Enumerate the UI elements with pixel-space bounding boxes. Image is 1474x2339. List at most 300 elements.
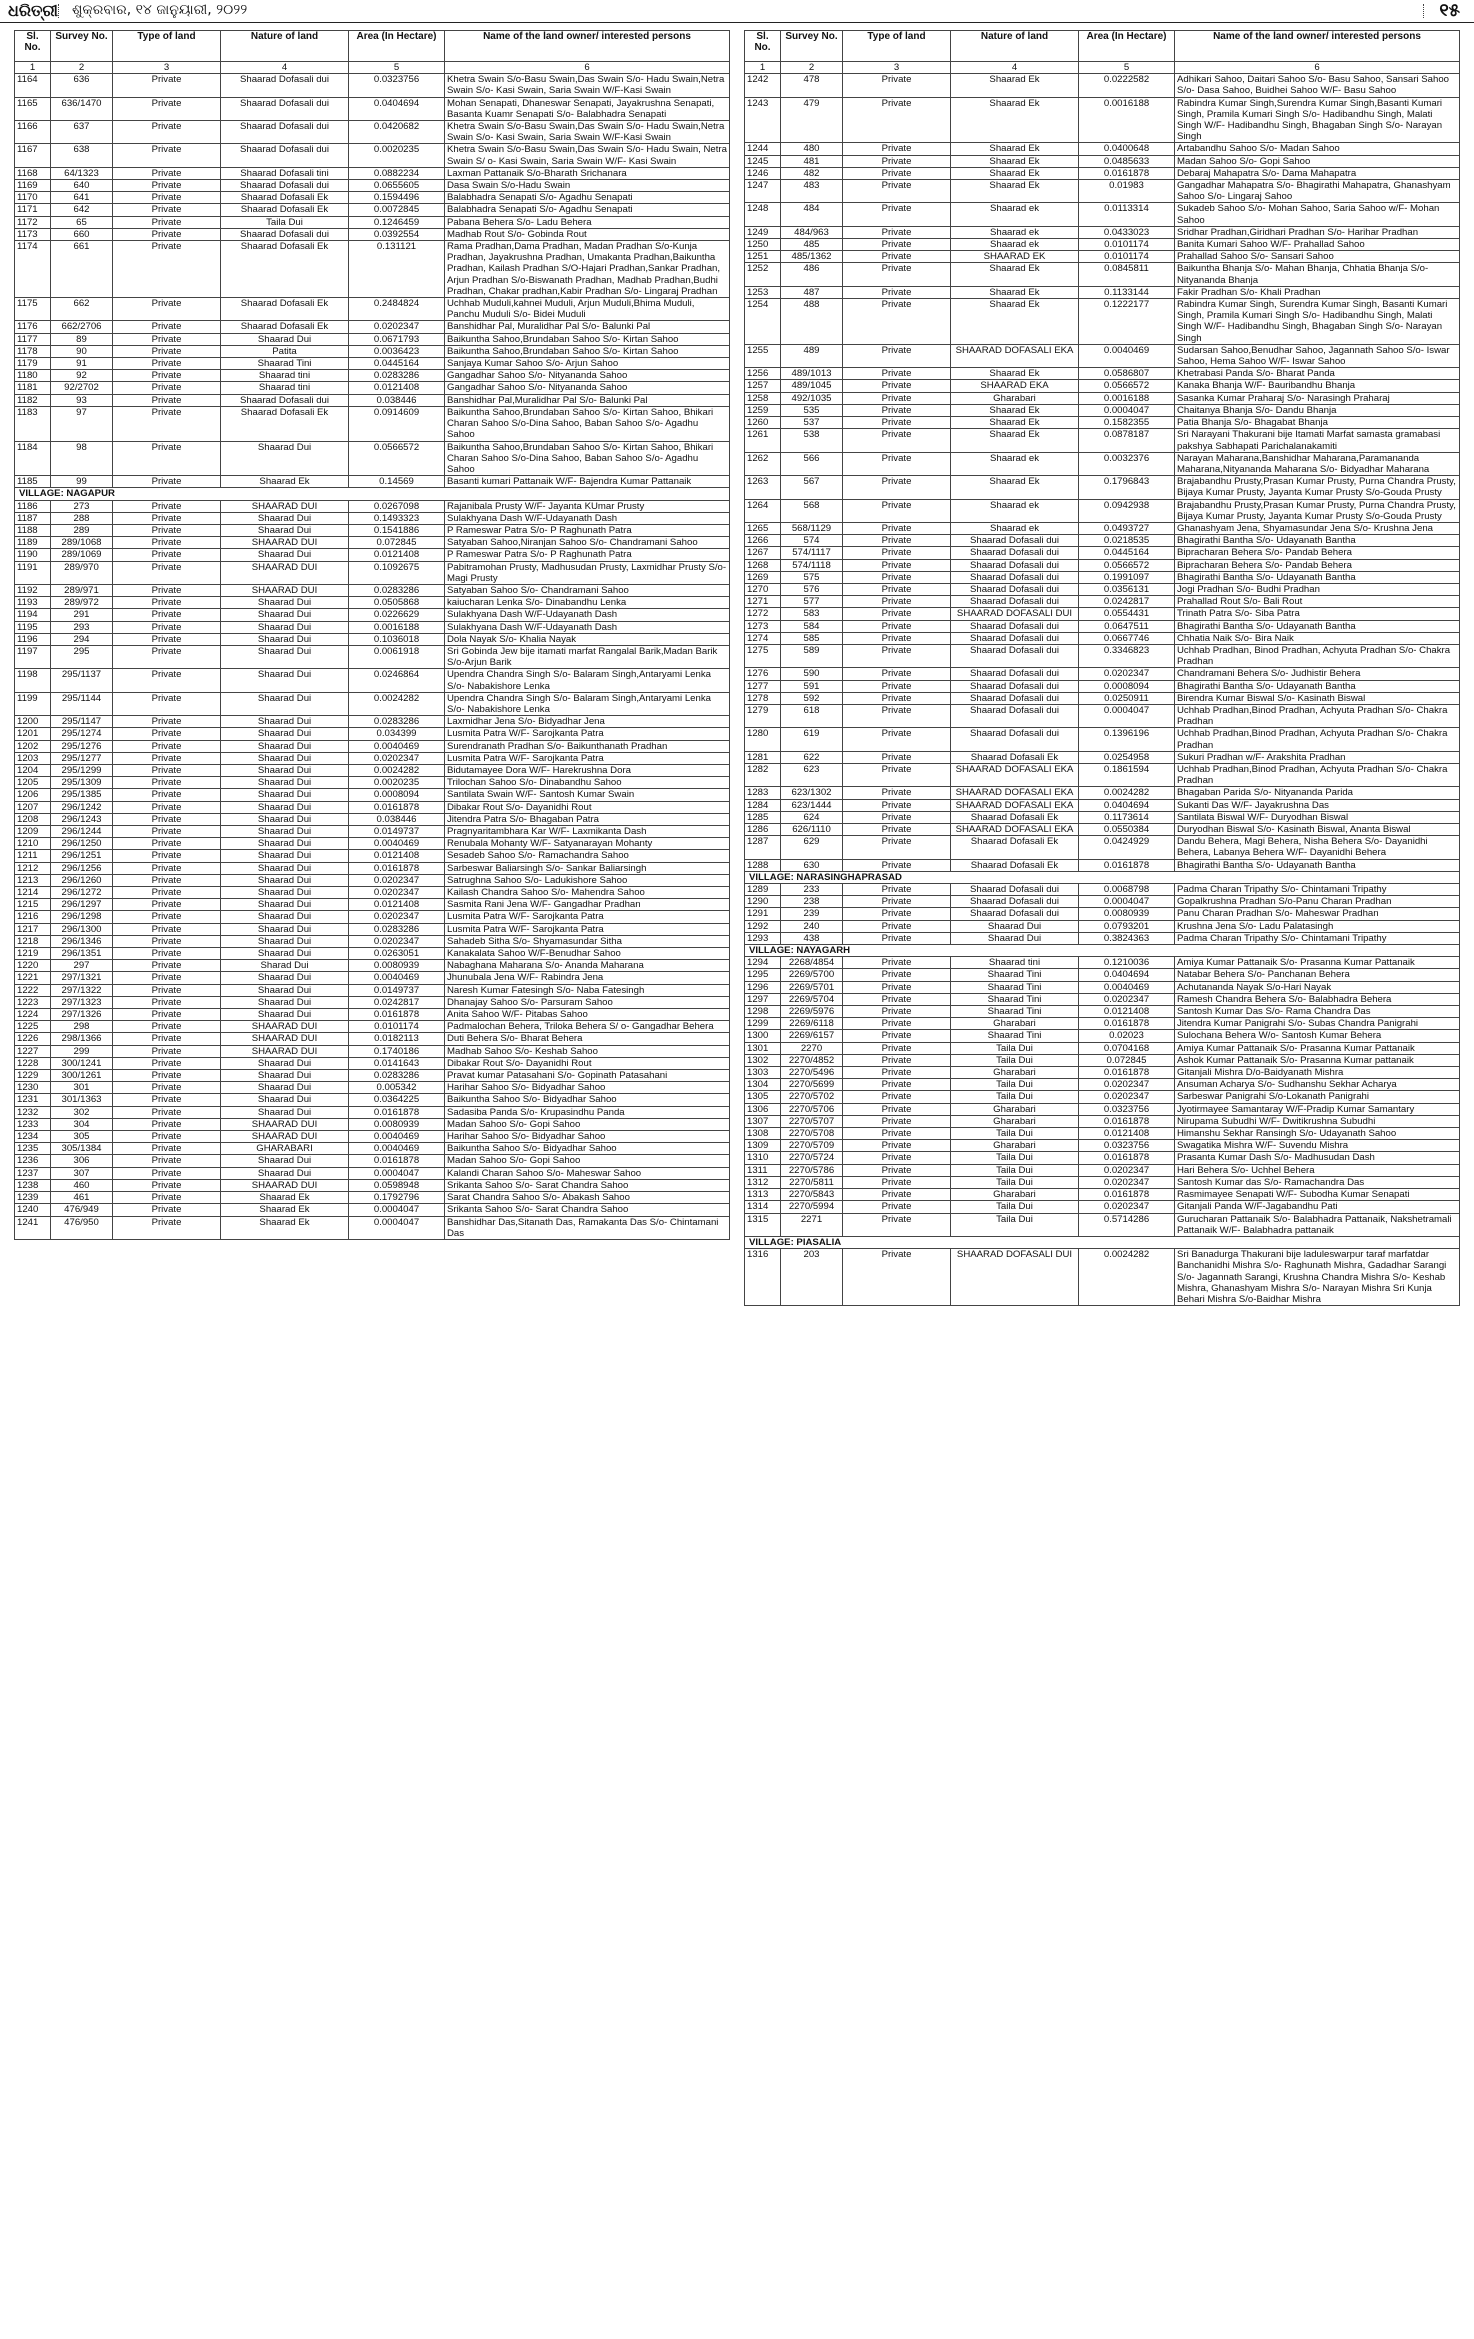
sl-no-cell: 1274 xyxy=(745,632,781,644)
area-cell: 0.0242817 xyxy=(1079,596,1175,608)
right-column xyxy=(744,30,1460,1306)
land-nature-cell: Shaarad Dui xyxy=(221,862,349,874)
sl-no-cell: 1197 xyxy=(15,645,51,668)
owner-cell: Dibakar Rout S/o- Dayanidhi Rout xyxy=(445,801,730,813)
sl-no-cell: 1267 xyxy=(745,547,781,559)
table-row xyxy=(745,728,1460,751)
owner-cell: Sesadeb Sahoo S/o- Ramachandra Sahoo xyxy=(445,850,730,862)
land-type-cell: Private xyxy=(843,571,951,583)
table-row xyxy=(15,1033,730,1045)
land-type-cell: Private xyxy=(843,1213,951,1236)
table-row xyxy=(15,838,730,850)
survey-no-cell: 619 xyxy=(781,728,843,751)
land-nature-cell: Shaarad Dui xyxy=(221,333,349,345)
land-nature-cell: Shaarad Ek xyxy=(221,476,349,488)
land-nature-cell: Patita xyxy=(221,345,349,357)
sl-no-cell: 1244 xyxy=(745,143,781,155)
sl-no-cell: 1301 xyxy=(745,1042,781,1054)
header-type-of-land: Type of land xyxy=(843,31,951,62)
sl-no-cell: 1280 xyxy=(745,728,781,751)
land-type-cell: Private xyxy=(843,1201,951,1213)
area-cell: 0.0161878 xyxy=(1079,1018,1175,1030)
owner-cell: Gangadhar Sahoo S/o- Nityananda Sahoo xyxy=(445,382,730,394)
table-row xyxy=(15,692,730,715)
area-cell: 0.1796843 xyxy=(1079,476,1175,499)
survey-no-cell: 636/1470 xyxy=(51,97,113,120)
table-row xyxy=(15,1192,730,1204)
owner-cell: P Rameswar Patra S/o- P Raghunath Patra xyxy=(445,524,730,536)
sl-no-cell: 1313 xyxy=(745,1189,781,1201)
survey-no-cell: 297/1323 xyxy=(51,996,113,1008)
table-row xyxy=(745,763,1460,786)
sl-no-cell: 1295 xyxy=(745,969,781,981)
land-nature-cell: Shaarad Ek xyxy=(951,429,1079,452)
table-row xyxy=(15,1094,730,1106)
table-row xyxy=(15,850,730,862)
owner-cell: Mohan Senapati, Dhaneswar Senapati, Jayakrushna Senapati, Basanta Kuamr Senapati S/o- Balabhadra Senapati xyxy=(445,97,730,120)
sl-no-cell: 1250 xyxy=(745,239,781,251)
table-row xyxy=(15,1179,730,1191)
survey-no-cell: 592 xyxy=(781,692,843,704)
land-nature-cell: Shaarad Dofasali Ek xyxy=(221,406,349,441)
survey-no-cell: 289/971 xyxy=(51,584,113,596)
land-type-cell: Private xyxy=(113,645,221,668)
land-type-cell: Private xyxy=(113,777,221,789)
survey-no-cell: 489/1013 xyxy=(781,368,843,380)
village-heading: VILLAGE: PIASALIA xyxy=(745,1236,1460,1248)
owner-cell: Pabana Behera S/o- Ladu Behera xyxy=(445,216,730,228)
owner-cell: Pabitramohan Prusty, Madhusudan Prusty, Laxmidhar Prusty S/o- Magi Prusty xyxy=(445,561,730,584)
land-nature-cell: Taila Dui xyxy=(951,1091,1079,1103)
land-nature-cell: Shaarad Tini xyxy=(951,969,1079,981)
land-type-cell: Private xyxy=(843,908,951,920)
land-nature-cell: Shaarad Dui xyxy=(221,692,349,715)
table-row xyxy=(15,345,730,357)
land-type-cell: Private xyxy=(843,344,951,367)
land-type-cell: Private xyxy=(843,957,951,969)
survey-no-cell: 623/1302 xyxy=(781,787,843,799)
table-row xyxy=(745,1115,1460,1127)
land-nature-cell: Taila Dui xyxy=(221,216,349,228)
owner-cell: Bhagaban Parida S/o- Nityananda Parida xyxy=(1175,787,1460,799)
table-row xyxy=(745,799,1460,811)
land-type-cell: Private xyxy=(843,476,951,499)
area-cell: 0.0283286 xyxy=(349,716,445,728)
area-cell: 0.0121408 xyxy=(1079,1006,1175,1018)
land-nature-cell: Shaarad Dui xyxy=(221,948,349,960)
land-nature-cell: Gharabari xyxy=(951,1115,1079,1127)
land-nature-cell: Shaarad Dui xyxy=(221,645,349,668)
survey-no-cell: 289 xyxy=(51,524,113,536)
land-type-cell: Private xyxy=(843,692,951,704)
table-row xyxy=(15,923,730,935)
land-nature-cell: Shaarad Dui xyxy=(221,597,349,609)
survey-no-cell: 485 xyxy=(781,239,843,251)
owner-cell: Madan Sahoo S/o- Gopi Sahoo xyxy=(1175,155,1460,167)
area-cell: 0.1991097 xyxy=(1079,571,1175,583)
land-type-cell: Private xyxy=(843,583,951,595)
table-row xyxy=(15,192,730,204)
area-cell: 0.14569 xyxy=(349,476,445,488)
land-type-cell: Private xyxy=(843,896,951,908)
land-nature-cell: Shaarad Ek xyxy=(951,286,1079,298)
area-cell: 0.0505868 xyxy=(349,597,445,609)
table-row xyxy=(15,633,730,645)
land-nature-cell: Shaarad Dofasali dui xyxy=(221,97,349,120)
sl-no-cell: 1224 xyxy=(15,1009,51,1021)
survey-no-cell: 2270/5811 xyxy=(781,1176,843,1188)
header-sl-no: Sl. No. xyxy=(745,31,781,62)
land-nature-cell: Shaarad tini xyxy=(221,370,349,382)
survey-no-cell: 2270/5699 xyxy=(781,1079,843,1091)
sl-no-cell: 1237 xyxy=(15,1167,51,1179)
area-cell: 0.0586807 xyxy=(1079,368,1175,380)
sl-no-cell: 1279 xyxy=(745,704,781,727)
area-cell: 0.0323756 xyxy=(1079,1140,1175,1152)
sl-no-cell: 1183 xyxy=(15,406,51,441)
area-cell: 0.038446 xyxy=(349,813,445,825)
survey-no-cell: 590 xyxy=(781,668,843,680)
land-nature-cell: Shaarad Dofasali Ek xyxy=(951,836,1079,859)
area-cell: 0.0433023 xyxy=(1079,226,1175,238)
land-type-cell: Private xyxy=(843,824,951,836)
owner-cell: Baikuntha Sahoo,Brundaban Sahoo S/o- Kirtan Sahoo, Bhikari Charan Sahoo S/o-Dina Sahoo, Baban Sahoo S/o- Agadhu Sahoo xyxy=(445,406,730,441)
survey-no-cell: 307 xyxy=(51,1167,113,1179)
table-row xyxy=(745,920,1460,932)
survey-no-cell: 90 xyxy=(51,345,113,357)
sl-no-cell: 1190 xyxy=(15,549,51,561)
land-nature-cell: Shaarad Dofasali Ek xyxy=(221,241,349,298)
owner-cell: Lusmita Patra W/F- Sarojkanta Patra xyxy=(445,752,730,764)
area-cell: 0.0121408 xyxy=(1079,1128,1175,1140)
table-row xyxy=(745,203,1460,226)
survey-no-cell: 297/1326 xyxy=(51,1009,113,1021)
sl-no-cell: 1259 xyxy=(745,404,781,416)
area-cell: 0.0485633 xyxy=(1079,155,1175,167)
survey-no-cell: 2269/6157 xyxy=(781,1030,843,1042)
sl-no-cell: 1270 xyxy=(745,583,781,595)
area-cell: 0.0101174 xyxy=(1079,251,1175,263)
owner-cell: Sasanka Kumar Praharaj S/o- Narasingh Praharaj xyxy=(1175,392,1460,404)
table-row xyxy=(15,960,730,972)
owner-cell: Baikuntha Sahoo,Brundaban Sahoo S/o- Kirtan Sahoo xyxy=(445,345,730,357)
land-type-cell: Private xyxy=(843,596,951,608)
land-nature-cell: Shaarad Ek xyxy=(951,476,1079,499)
land-nature-cell: Gharabari xyxy=(951,1189,1079,1201)
land-nature-cell: Shaarad Dui xyxy=(221,1070,349,1082)
sl-no-cell: 1167 xyxy=(15,144,51,167)
land-table-right xyxy=(744,30,1460,1306)
owner-cell: Artabandhu Sahoo S/o- Madan Sahoo xyxy=(1175,143,1460,155)
land-type-cell: Private xyxy=(843,644,951,667)
table-row xyxy=(745,1103,1460,1115)
table-row xyxy=(745,1091,1460,1103)
area-cell: 0.0202347 xyxy=(1079,668,1175,680)
sl-no-cell: 1252 xyxy=(745,263,781,286)
sl-no-cell: 1198 xyxy=(15,669,51,692)
survey-no-cell: 2270/5702 xyxy=(781,1091,843,1103)
area-cell: 0.0364225 xyxy=(349,1094,445,1106)
sl-no-cell: 1195 xyxy=(15,621,51,633)
owner-cell: Sukuri Pradhan w/F- Arakshita Pradhan xyxy=(1175,751,1460,763)
header-owner-name: Name of the land owner/ interested persons xyxy=(1175,31,1460,62)
table-row xyxy=(745,380,1460,392)
owner-cell: Kalandi Charan Sahoo S/o- Maheswar Sahoo xyxy=(445,1167,730,1179)
land-type-cell: Private xyxy=(113,192,221,204)
sl-no-cell: 1222 xyxy=(15,984,51,996)
table-row xyxy=(15,862,730,874)
area-cell: 0.0878187 xyxy=(1079,429,1175,452)
area-cell: 0.0566572 xyxy=(1079,380,1175,392)
land-type-cell: Private xyxy=(113,561,221,584)
owner-cell: Sarbeswar Panigrahi S/o-Lokanath Panigrahi xyxy=(1175,1091,1460,1103)
land-nature-cell: Taila Dui xyxy=(951,1054,1079,1066)
land-nature-cell: Taila Dui xyxy=(951,1128,1079,1140)
table-header-row xyxy=(15,31,730,62)
survey-no-cell: 2270/5706 xyxy=(781,1103,843,1115)
survey-no-cell: 623 xyxy=(781,763,843,786)
survey-no-cell: 2270/5724 xyxy=(781,1152,843,1164)
survey-no-cell: 298 xyxy=(51,1021,113,1033)
table-row xyxy=(15,321,730,333)
land-nature-cell: Shaarad Dui xyxy=(221,609,349,621)
area-cell: 0.0226629 xyxy=(349,609,445,621)
village-heading-row xyxy=(745,945,1460,957)
survey-no-cell: 479 xyxy=(781,97,843,143)
area-cell: 0.0793201 xyxy=(1079,920,1175,932)
table-row xyxy=(745,286,1460,298)
land-type-cell: Private xyxy=(113,1009,221,1021)
land-type-cell: Private xyxy=(843,763,951,786)
sl-no-cell: 1233 xyxy=(15,1118,51,1130)
survey-no-cell: 239 xyxy=(781,908,843,920)
owner-cell: Pravat kumar Patasahani S/o- Gopinath Patasahani xyxy=(445,1070,730,1082)
owner-cell: Ramesh Chandra Behera S/o- Balabhadra Behera xyxy=(1175,993,1460,1005)
table-row xyxy=(745,811,1460,823)
land-nature-cell: Shaarad Dui xyxy=(221,621,349,633)
land-type-cell: Private xyxy=(843,799,951,811)
land-type-cell: Private xyxy=(113,740,221,752)
survey-no-cell: 289/1068 xyxy=(51,537,113,549)
land-nature-cell: Shaarad Dui xyxy=(221,1167,349,1179)
owner-cell: Duryodhan Biswal S/o- Kasinath Biswal, Ananta Biswal xyxy=(1175,824,1460,836)
area-cell: 0.0113314 xyxy=(1079,203,1175,226)
sl-no-cell: 1268 xyxy=(745,559,781,571)
area-cell: 0.0267098 xyxy=(349,500,445,512)
owner-cell: Bhagirathi Bantha S/o- Udayanath Bantha xyxy=(1175,859,1460,871)
sl-no-cell: 1211 xyxy=(15,850,51,862)
table-row xyxy=(745,392,1460,404)
land-type-cell: Private xyxy=(843,203,951,226)
survey-no-cell: 636 xyxy=(51,74,113,97)
land-nature-cell: Shaarad Dofasali tini xyxy=(221,167,349,179)
owner-cell: Chhatia Naik S/o- Bira Naik xyxy=(1175,632,1460,644)
area-cell: 0.0202347 xyxy=(1079,1079,1175,1091)
land-nature-cell: Shaarad Ek xyxy=(221,1192,349,1204)
survey-no-cell: 488 xyxy=(781,299,843,345)
table-row xyxy=(15,764,730,776)
land-type-cell: Private xyxy=(113,850,221,862)
page-header xyxy=(0,0,1474,23)
sl-no-cell: 1227 xyxy=(15,1045,51,1057)
table-row xyxy=(745,1030,1460,1042)
survey-no-cell: 2269/5704 xyxy=(781,993,843,1005)
survey-no-cell: 641 xyxy=(51,192,113,204)
survey-no-cell: 298/1366 xyxy=(51,1033,113,1045)
land-nature-cell: SHAARAD DOFASALI EKA xyxy=(951,824,1079,836)
survey-no-cell: 291 xyxy=(51,609,113,621)
owner-cell: Khetra Swain S/o-Basu Swain,Das Swain S/o- Hadu Swain,Netra Swain S/o- Kasi Swain, Saria Swain W/F-Kasi Swain xyxy=(445,74,730,97)
land-type-cell: Private xyxy=(843,1103,951,1115)
owner-cell: Santosh Kumar das S/o- Ramachandra Das xyxy=(1175,1176,1460,1188)
table-body-left xyxy=(15,74,730,1240)
sl-no-cell: 1308 xyxy=(745,1128,781,1140)
area-cell: 0.0420682 xyxy=(349,121,445,144)
table-row xyxy=(15,500,730,512)
land-nature-cell: Shaarad Dui xyxy=(221,1009,349,1021)
survey-no-cell: 296/1297 xyxy=(51,899,113,911)
sl-no-cell: 1284 xyxy=(745,799,781,811)
sl-no-cell: 1226 xyxy=(15,1033,51,1045)
owner-cell: Santosh Kumar Das S/o- Rama Chandra Das xyxy=(1175,1006,1460,1018)
land-nature-cell: Shaarad Dofasali Ek xyxy=(221,298,349,321)
land-type-cell: Private xyxy=(113,899,221,911)
sl-no-cell: 1180 xyxy=(15,370,51,382)
table-row xyxy=(745,608,1460,620)
owner-cell: Birendra Kumar Biswal S/o- Kasinath Biswal xyxy=(1175,692,1460,704)
land-nature-cell: SHAARAD DUI xyxy=(221,1021,349,1033)
land-type-cell: Private xyxy=(113,923,221,935)
left-column xyxy=(14,30,730,1240)
table-header-row xyxy=(745,31,1460,62)
owner-cell: Prasanta Kumar Dash S/o- Madhusudan Dash xyxy=(1175,1152,1460,1164)
table-row xyxy=(745,644,1460,667)
owner-cell: Sri Banadurga Thakurani bije laduleswarpur taraf marfatdar Banchanidhi Mishra S/o- Raghunath Mishra, Gadadhar Sarangi S/o- Jagannath Sarangi, Krushna Chandra Mishra S/o- Keshab Mishra, Ghanashyam Mishra S/o- Narayan Mishra Sri Kunja Behari Mishra S/o-Baidhar Mishra xyxy=(1175,1249,1460,1306)
survey-no-cell: 538 xyxy=(781,429,843,452)
survey-no-cell: 304 xyxy=(51,1118,113,1130)
survey-no-cell: 238 xyxy=(781,896,843,908)
sl-no-cell: 1306 xyxy=(745,1103,781,1115)
owner-cell: Srikanta Sahoo S/o- Sarat Chandra Sahoo xyxy=(445,1204,730,1216)
area-cell: 0.0554431 xyxy=(1079,608,1175,620)
column-number: 4 xyxy=(221,62,349,74)
land-nature-cell: Shaarad Dui xyxy=(221,740,349,752)
area-cell: 0.01983 xyxy=(1079,180,1175,203)
land-nature-cell: Shaarad Dofasali dui xyxy=(221,180,349,192)
area-cell: 0.2484824 xyxy=(349,298,445,321)
table-row xyxy=(15,887,730,899)
survey-no-cell: 2270/4852 xyxy=(781,1054,843,1066)
sl-no-cell: 1266 xyxy=(745,535,781,547)
table-row xyxy=(15,609,730,621)
survey-no-cell: 302 xyxy=(51,1106,113,1118)
table-row xyxy=(745,476,1460,499)
area-cell: 0.1792796 xyxy=(349,1192,445,1204)
table-row xyxy=(15,716,730,728)
land-type-cell: Private xyxy=(843,226,951,238)
owner-cell: Gangadhar Sahoo S/o- Nityananda Sahoo xyxy=(445,370,730,382)
land-nature-cell: SHAARAD DUI xyxy=(221,584,349,596)
sl-no-cell: 1165 xyxy=(15,97,51,120)
land-type-cell: Private xyxy=(843,787,951,799)
land-nature-cell: Shaarad Dofasali Ek xyxy=(221,321,349,333)
land-type-cell: Private xyxy=(843,535,951,547)
owner-cell: Amiya Kumar Pattanaik S/o- Prasanna Kumar Pattanaik xyxy=(1175,957,1460,969)
owner-cell: Baikuntha Bhanja S/o- Mahan Bhanja, Chhatia Bhanja S/o- Nityananda Bhanja xyxy=(1175,263,1460,286)
survey-no-cell: 294 xyxy=(51,633,113,645)
table-row xyxy=(745,239,1460,251)
owner-cell: Khetra Swain S/o-Basu Swain,Das Swain S/o- Hadu Swain,Netra Swain S/o- Kasi Swain, Saria Swain W/F-Kasi Swain xyxy=(445,121,730,144)
land-nature-cell: Taila Dui xyxy=(951,1079,1079,1091)
area-cell: 0.0024282 xyxy=(1079,1249,1175,1306)
survey-no-cell: 486 xyxy=(781,263,843,286)
area-cell: 0.1210036 xyxy=(1079,957,1175,969)
table-row xyxy=(745,596,1460,608)
land-nature-cell: SHAARAD DUI xyxy=(221,1179,349,1191)
owner-cell: Laxman Pattanaik S/o-Bharath Srichanara xyxy=(445,167,730,179)
table-row xyxy=(15,984,730,996)
sl-no-cell: 1309 xyxy=(745,1140,781,1152)
sl-no-cell: 1315 xyxy=(745,1213,781,1236)
area-cell: 0.0392554 xyxy=(349,228,445,240)
sl-no-cell: 1239 xyxy=(15,1192,51,1204)
area-cell: 0.0218535 xyxy=(1079,535,1175,547)
land-type-cell: Private xyxy=(843,668,951,680)
table-row xyxy=(745,97,1460,143)
owner-cell: Laxmidhar Jena S/o- Bidyadhar Jena xyxy=(445,716,730,728)
survey-no-cell: 296/1244 xyxy=(51,826,113,838)
column-number-row xyxy=(745,62,1460,74)
table-row xyxy=(15,813,730,825)
land-nature-cell: Shaarad ek xyxy=(951,522,1079,534)
owner-cell: kaiucharan Lenka S/o- Dinabandhu Lenka xyxy=(445,597,730,609)
sl-no-cell: 1175 xyxy=(15,298,51,321)
area-cell: 0.0882234 xyxy=(349,167,445,179)
land-type-cell: Private xyxy=(113,1106,221,1118)
land-nature-cell: Taila Dui xyxy=(951,1164,1079,1176)
land-nature-cell: SHAARAD EKA xyxy=(951,380,1079,392)
land-type-cell: Private xyxy=(113,512,221,524)
land-type-cell: Private xyxy=(843,680,951,692)
land-nature-cell: Shaarad Dofasali dui xyxy=(951,620,1079,632)
land-type-cell: Private xyxy=(113,1021,221,1033)
survey-no-cell: 240 xyxy=(781,920,843,932)
sl-no-cell: 1275 xyxy=(745,644,781,667)
land-type-cell: Private xyxy=(843,1140,951,1152)
land-nature-cell: Shaarad Dofasali dui xyxy=(951,896,1079,908)
date-line: ଶୁକ୍ରବାର, ୧୪ ଜାନୁୟାରୀ, ୨୦୨୨ xyxy=(72,2,248,18)
table-row xyxy=(745,583,1460,595)
table-row xyxy=(745,1176,1460,1188)
owner-cell: Chandramani Behera S/o- Judhistir Behera xyxy=(1175,668,1460,680)
land-nature-cell: Shaarad Dui xyxy=(221,972,349,984)
sl-no-cell: 1291 xyxy=(745,908,781,920)
area-cell: 0.0040469 xyxy=(349,740,445,752)
sl-no-cell: 1229 xyxy=(15,1070,51,1082)
table-row xyxy=(15,1204,730,1216)
sl-no-cell: 1186 xyxy=(15,500,51,512)
owner-cell: Swagatika Mishra W/F- Suvendu Mishra xyxy=(1175,1140,1460,1152)
owner-cell: Sridhar Pradhan,Giridhari Pradhan S/o- Harihar Pradhan xyxy=(1175,226,1460,238)
table-row xyxy=(745,299,1460,345)
owner-cell: Bhagirathi Bantha S/o- Udayanath Bantha xyxy=(1175,571,1460,583)
land-nature-cell: Shaarad Tini xyxy=(951,981,1079,993)
land-type-cell: Private xyxy=(113,789,221,801)
sl-no-cell: 1282 xyxy=(745,763,781,786)
area-cell: 0.1541886 xyxy=(349,524,445,536)
survey-no-cell: 296/1242 xyxy=(51,801,113,813)
area-cell: 0.0008094 xyxy=(349,789,445,801)
